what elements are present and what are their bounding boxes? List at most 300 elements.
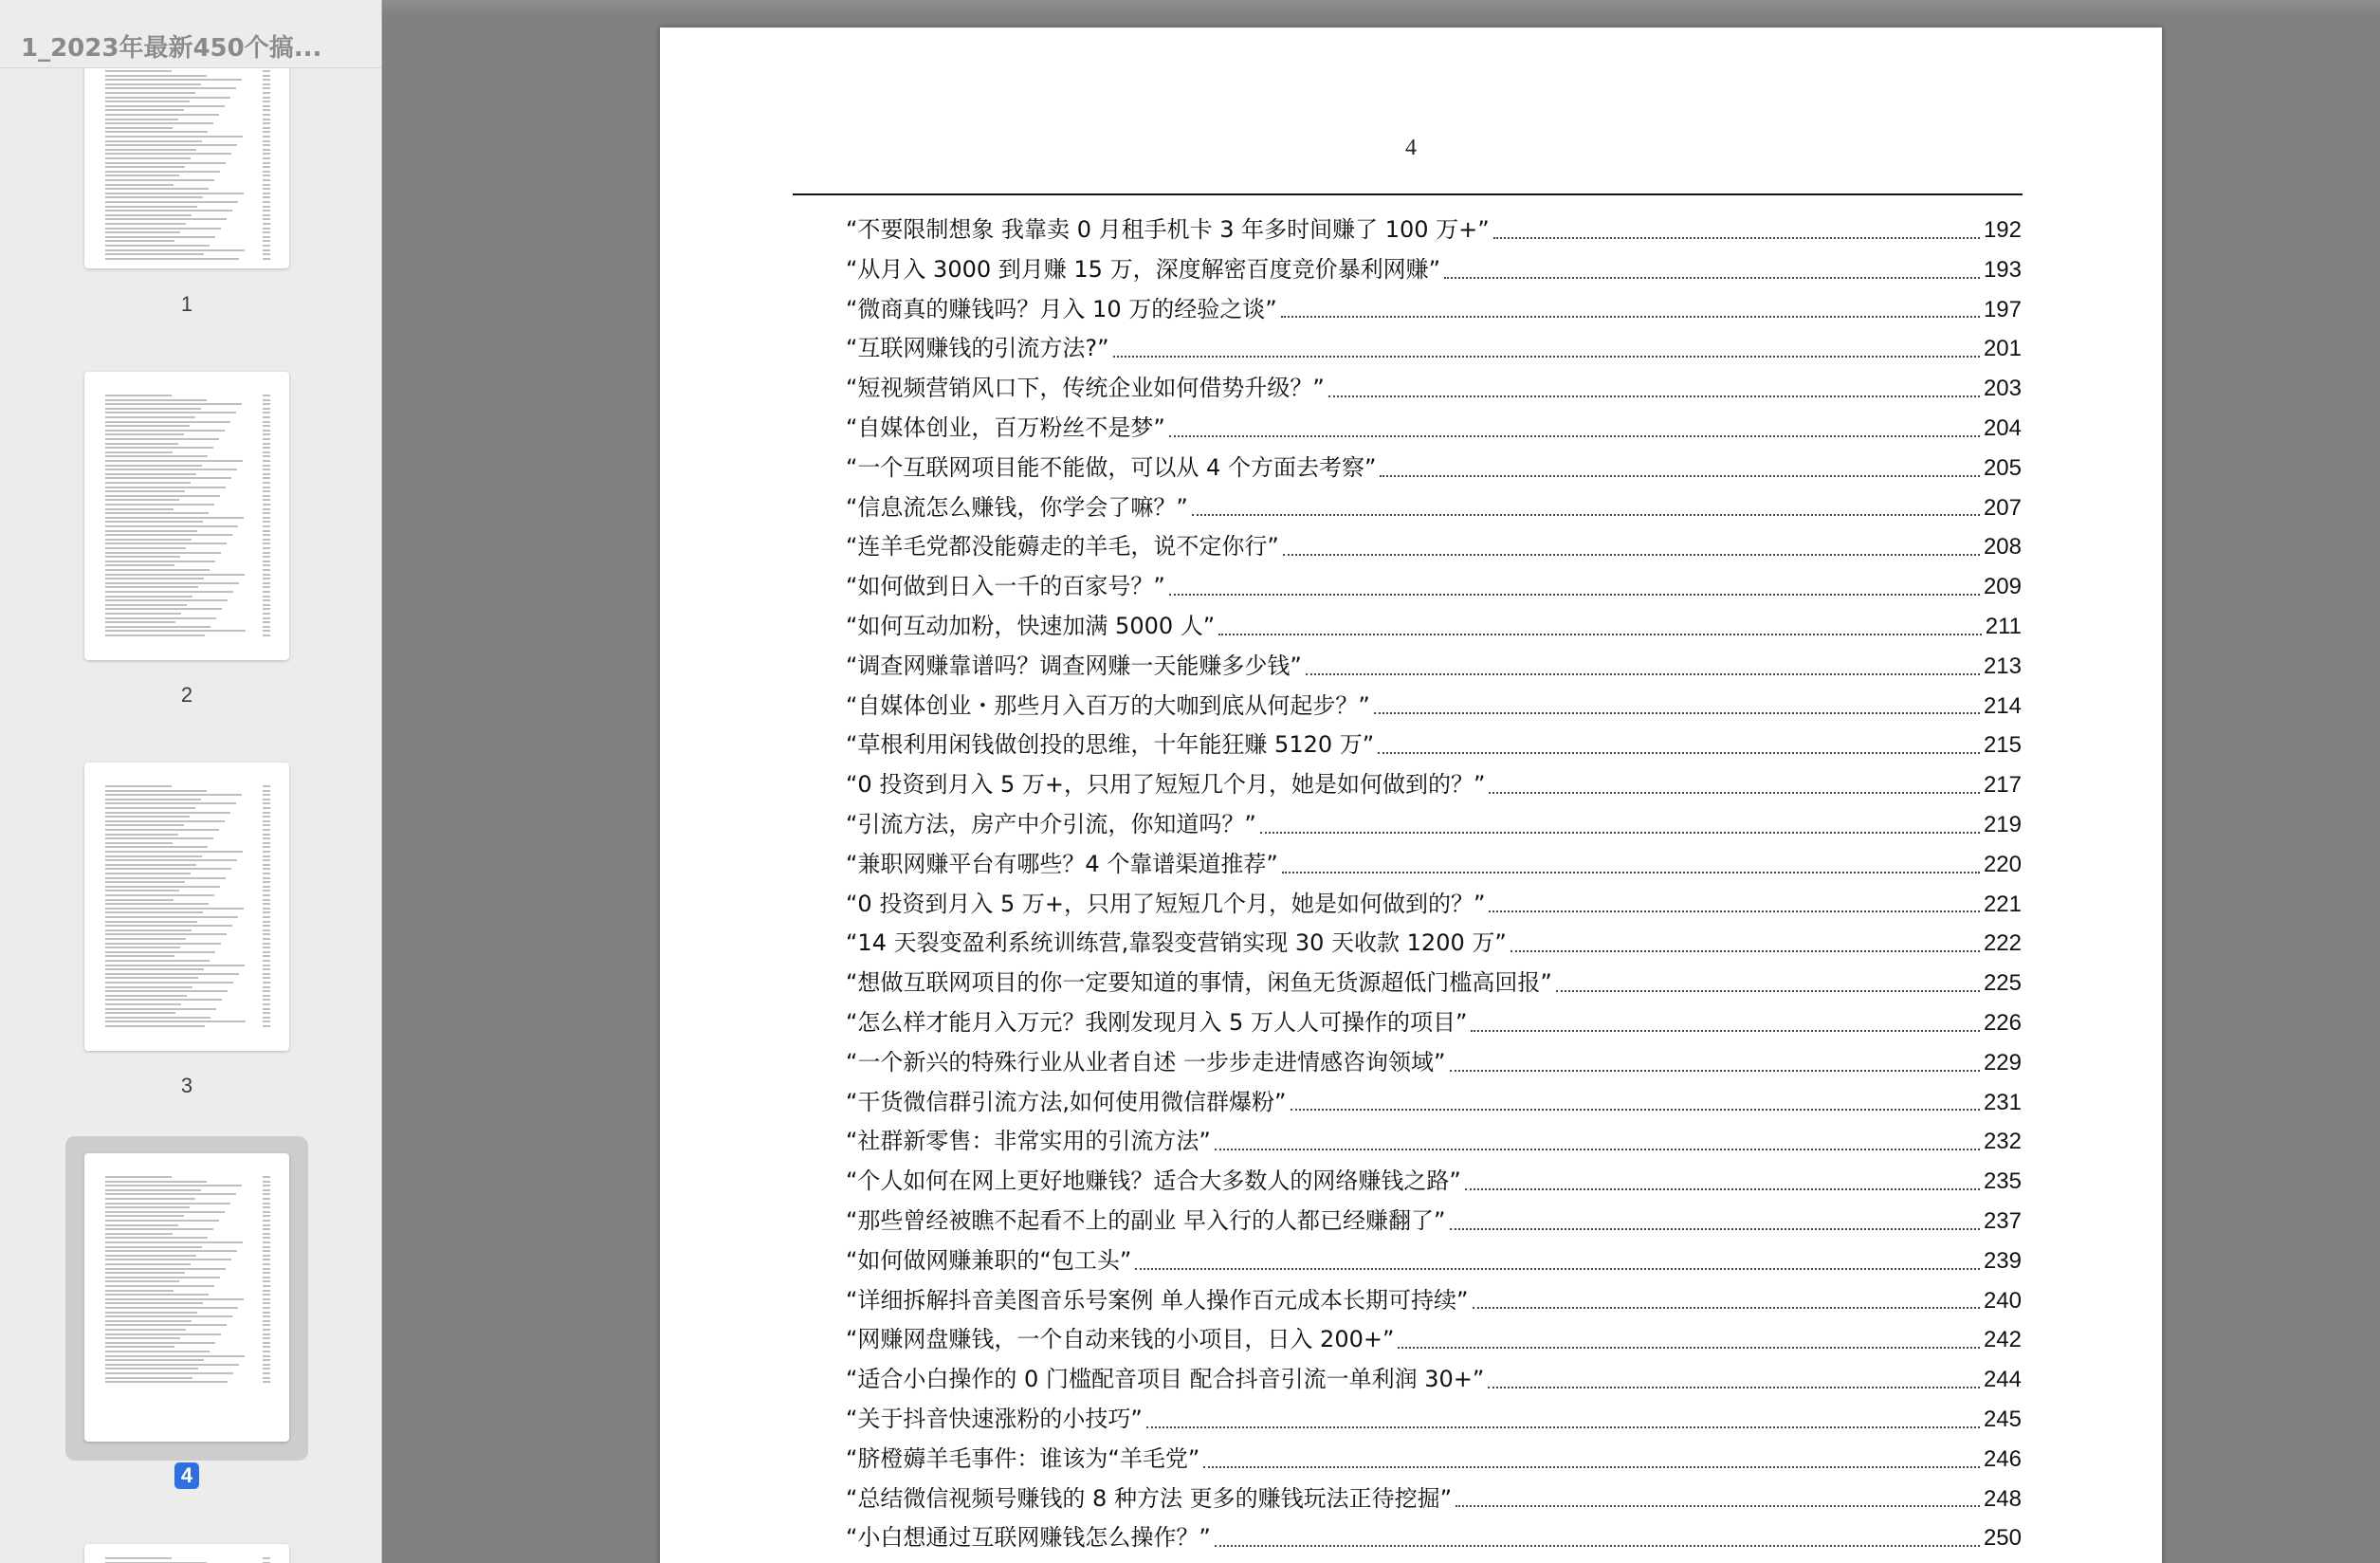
toc-dot-leader — [1471, 1022, 1980, 1032]
thumbnail-text-line — [105, 812, 230, 814]
thumbnail-text-line — [105, 403, 242, 405]
thumbnail-page-ref — [263, 101, 270, 102]
toc-entry[interactable] — [846, 449, 2022, 488]
toc-entry-title: “草根利用闲钱做创投的思维，十年能狂赚 5120 万” — [846, 731, 1375, 759]
thumbnail-sidebar[interactable] — [0, 0, 382, 1563]
thumbnail-text-line — [105, 911, 203, 913]
thumbnail-page-ref — [263, 1211, 270, 1213]
toc-dot-leader — [1489, 784, 1980, 794]
thumbnail-page-ref — [263, 881, 270, 883]
thumbnail-text-line — [105, 864, 196, 866]
toc-dot-leader — [1203, 1459, 1980, 1468]
toc-entry[interactable] — [846, 805, 2022, 845]
toc-entry[interactable] — [846, 290, 2022, 330]
thumbnail-page-ref — [263, 1285, 270, 1287]
thumbnail-page-ref — [263, 97, 270, 99]
toc-entry[interactable] — [846, 1360, 2022, 1400]
thumbnail-text-line — [105, 938, 186, 940]
toc-dot-leader — [1215, 1537, 1980, 1547]
toc-entry[interactable] — [846, 1440, 2022, 1480]
thumbnail-page-ref — [263, 591, 270, 593]
toc-entry-page: 225 — [1983, 970, 2022, 997]
thumbnail-text-line — [105, 249, 245, 251]
thumbnail-text-line — [105, 460, 243, 462]
thumbnail-page-ref — [263, 578, 270, 579]
toc-entry[interactable] — [846, 845, 2022, 885]
thumbnail-page-ref — [263, 999, 270, 1001]
thumbnail-page-ref — [263, 868, 270, 870]
thumbnail-page-ref — [263, 539, 270, 541]
toc-entry[interactable] — [846, 1518, 2022, 1558]
thumbnail-page-ref — [263, 846, 270, 848]
thumbnail-page-ref — [263, 79, 270, 81]
thumbnail-text-line — [105, 408, 201, 410]
thumbnail-text-line — [105, 574, 245, 576]
thumbnail-text-line — [105, 495, 220, 497]
toc-entry-title: “如何互动加粉，快速加满 5000 人” — [846, 612, 1216, 639]
thumbnail-text-line — [105, 868, 231, 870]
thumbnail-text-line — [105, 621, 175, 623]
toc-entry-title: “调查网赚靠谱吗？调查网赚一天能赚多少钱” — [846, 652, 1302, 679]
thumbnail-page-ref — [263, 188, 270, 190]
thumbnail-text-line — [105, 794, 242, 796]
thumbnail-text-line — [105, 539, 192, 541]
toc-entry-page: 248 — [1983, 1485, 2022, 1512]
thumbnail-page-ref — [263, 482, 270, 484]
thumbnail-text-line — [105, 1017, 211, 1019]
thumbnail-page-ref — [263, 153, 270, 155]
thumbnail-text-line — [105, 1228, 213, 1230]
thumbnail-text-line — [105, 443, 178, 445]
thumbnail-text-line — [105, 140, 202, 142]
thumbnail-page-ref — [263, 916, 270, 918]
toc-dot-leader — [1113, 348, 1980, 358]
toc-entry-page: 201 — [1983, 336, 2022, 362]
thumbnail-page-ref — [263, 1381, 270, 1383]
thumbnail-page-ref — [263, 569, 270, 571]
thumbnail-text-line — [105, 947, 180, 948]
thumbnail-text-line — [105, 604, 187, 606]
toc-entry-title: “互联网赚钱的引流方法?” — [846, 335, 1109, 362]
toc-entry[interactable] — [846, 964, 2022, 1003]
thumbnail-page-5[interactable] — [84, 1544, 289, 1563]
toc-dot-leader — [1455, 1498, 1980, 1507]
thumbnail-text-line — [105, 153, 231, 155]
thumbnail-text-line — [105, 188, 209, 190]
toc-entry[interactable] — [846, 647, 2022, 687]
toc-entry[interactable] — [846, 1043, 2022, 1083]
thumbnail-text-line — [105, 982, 233, 984]
thumbnail-label-1: 1 — [180, 292, 193, 316]
thumbnail-page-ref — [263, 1176, 270, 1178]
thumbnail-text-line — [105, 785, 172, 787]
toc-entry[interactable] — [846, 527, 2022, 567]
thumbnail-text-line — [105, 617, 216, 619]
thumbnail-page-ref — [263, 955, 270, 957]
thumbnail-text-line — [105, 586, 198, 588]
toc-entry-title: “详细拆解抖音美图音乐号案例 单人操作百元成本长期可持续” — [846, 1286, 1469, 1314]
table-of-contents — [846, 211, 2022, 1558]
thumbnail-text-line — [105, 1290, 174, 1292]
toc-entry-page: 204 — [1983, 414, 2022, 441]
thumbnail-page-ref — [263, 951, 270, 953]
thumbnail-text-line — [105, 101, 190, 102]
toc-entry-page: 226 — [1983, 1009, 2022, 1036]
thumbnail-page-ref — [263, 136, 270, 138]
toc-entry-page: 219 — [1983, 811, 2022, 837]
thumbnail-page-ref — [263, 430, 270, 432]
thumbnail-page-ref — [263, 561, 270, 562]
thumbnail-page-ref — [263, 1277, 270, 1278]
toc-entry[interactable] — [846, 488, 2022, 528]
toc-entry[interactable] — [846, 409, 2022, 449]
thumbnail-text-line — [105, 119, 178, 120]
thumbnail-page-ref — [263, 790, 270, 792]
thumbnail-page-ref — [263, 634, 270, 636]
thumbnail-page-ref — [263, 1228, 270, 1230]
thumbnail-text-line — [105, 820, 225, 822]
thumbnail-page-ref — [263, 162, 270, 164]
toc-dot-leader — [1215, 1141, 1980, 1150]
thumbnail-text-line — [105, 569, 210, 571]
toc-entry[interactable] — [846, 1241, 2022, 1281]
thumbnail-text-line — [105, 1298, 244, 1300]
thumbnail-text-line — [105, 240, 174, 242]
thumbnail-page-ref — [263, 1008, 270, 1010]
toc-entry[interactable] — [846, 885, 2022, 925]
thumbnail-text-line — [105, 258, 239, 260]
thumbnail-text-line — [105, 512, 209, 514]
thumbnail-page-ref — [263, 1268, 270, 1270]
thumbnail-page-ref — [263, 1189, 270, 1191]
thumbnail-text-line — [105, 929, 192, 931]
thumbnail-page-2[interactable] — [84, 372, 289, 660]
thumbnail-page-ref — [263, 829, 270, 831]
thumbnail-page-ref — [263, 1290, 270, 1292]
thumbnail-text-line — [105, 477, 231, 479]
thumbnail-page-ref — [263, 1333, 270, 1335]
thumbnail-text-line — [105, 1333, 221, 1335]
thumbnail-page-ref — [263, 525, 270, 527]
thumbnail-text-line — [105, 1324, 227, 1326]
toc-dot-leader — [1218, 626, 1982, 635]
thumbnail-text-line — [105, 395, 172, 396]
thumbnail-text-line — [105, 1176, 172, 1178]
thumbnail-text-line — [105, 79, 242, 81]
toc-entry[interactable] — [846, 567, 2022, 607]
toc-entry[interactable] — [846, 1281, 2022, 1321]
toc-entry[interactable] — [846, 1083, 2022, 1123]
thumbnail-text-line — [105, 455, 208, 457]
thumbnail-text-line — [105, 473, 196, 475]
toc-dot-leader — [1374, 705, 1980, 714]
toc-entry-page: 232 — [1983, 1129, 2022, 1155]
thumbnail-text-line — [105, 1294, 209, 1296]
toc-dot-leader — [1282, 864, 1980, 873]
thumbnail-page-ref — [263, 245, 270, 247]
thumbnail-text-line — [105, 1255, 196, 1257]
thumbnail-page-ref — [263, 929, 270, 931]
thumbnail-text-line — [105, 1246, 202, 1248]
toc-entry[interactable] — [846, 924, 2022, 964]
thumbnail-page-ref — [263, 1329, 270, 1331]
thumbnail-text-line — [105, 465, 202, 467]
toc-entry-title: “自媒体创业，百万粉丝不是梦” — [846, 414, 1165, 441]
thumbnail-page-ref — [263, 119, 270, 120]
thumbnail-text-line — [105, 490, 185, 492]
toc-dot-leader — [1146, 1419, 1980, 1428]
toc-entry[interactable] — [846, 687, 2022, 726]
toc-dot-leader — [1291, 1101, 1980, 1111]
thumbnail-page-ref — [263, 890, 270, 892]
toc-entry-title: “自媒体创业・那些月入百万的大咖到底从何起步？” — [846, 691, 1370, 719]
thumbnail-page-ref — [263, 1012, 270, 1014]
thumbnail-page-ref — [263, 517, 270, 519]
toc-entry-page: 207 — [1983, 494, 2022, 521]
thumbnail-text-line — [105, 1280, 179, 1282]
toc-dot-leader — [1380, 468, 1980, 477]
thumbnail-text-line — [105, 951, 215, 953]
thumbnail-page-ref — [263, 521, 270, 523]
toc-entry-page: 231 — [1983, 1089, 2022, 1115]
toc-entry-title: “小白想通过互联网赚钱怎么操作？” — [846, 1524, 1211, 1552]
thumbnail-page-ref — [263, 1355, 270, 1357]
toc-entry-page: 214 — [1983, 692, 2022, 719]
thumbnail-text-line — [105, 447, 213, 449]
thumbnail-page-ref — [263, 231, 270, 233]
thumbnail-text-line — [105, 977, 198, 979]
toc-entry-page: 235 — [1983, 1168, 2022, 1195]
thumbnail-page-ref — [263, 258, 270, 260]
thumbnail-page-ref — [263, 925, 270, 927]
thumbnail-text-line — [105, 1268, 226, 1270]
page-number: 4 — [1405, 136, 1417, 160]
thumbnail-page-ref — [263, 451, 270, 453]
thumbnail-page-ref — [263, 1003, 270, 1005]
toc-entry-page: 193 — [1983, 256, 2022, 283]
thumbnail-page-1[interactable] — [84, 38, 289, 268]
thumbnail-page-ref — [263, 109, 270, 111]
thumbnail-text-line — [105, 1307, 238, 1309]
thumbnail-page-ref — [263, 421, 270, 423]
thumbnail-page-ref — [263, 1302, 270, 1304]
thumbnail-text-line — [105, 903, 209, 905]
thumbnail-text-line — [105, 412, 236, 414]
toc-entry[interactable] — [846, 1003, 2022, 1043]
toc-entry[interactable] — [846, 1400, 2022, 1440]
thumbnail-page-ref — [263, 899, 270, 901]
thumbnail-text-line — [105, 105, 225, 107]
thumbnail-text-line — [105, 1302, 203, 1304]
thumbnail-page-ref — [263, 1315, 270, 1317]
thumbnail-text-line — [105, 894, 214, 896]
toc-entry-page: 222 — [1983, 930, 2022, 957]
thumbnail-text-line — [105, 521, 203, 523]
thumbnail-text-line — [105, 433, 184, 435]
toc-entry-title: “一个新兴的特殊行业从业者自述 一步步走进情感咨询领域” — [846, 1048, 1446, 1076]
thumbnail-text-line — [105, 114, 219, 116]
thumbnail-text-line — [105, 196, 203, 198]
toc-entry-title: “引流方法，房产中介引流，你知道吗？” — [846, 810, 1256, 837]
thumbnail-page-ref — [263, 83, 270, 85]
thumbnail-page-ref — [263, 495, 270, 497]
thumbnail-page-ref — [263, 253, 270, 255]
thumbnail-text-line — [105, 231, 180, 233]
thumbnail-page-ref — [263, 1181, 270, 1183]
thumbnail-text-line — [105, 1277, 220, 1278]
toc-entry[interactable] — [846, 1202, 2022, 1241]
thumbnail-page-ref — [263, 465, 270, 467]
thumbnail-page-3[interactable] — [84, 763, 289, 1051]
thumbnail-page-ref — [263, 1280, 270, 1282]
thumbnail-page-ref — [263, 1203, 270, 1204]
thumbnail-page-ref — [263, 105, 270, 107]
toc-entry-title: “干货微信群引流方法,如何使用微信群爆粉” — [846, 1088, 1287, 1115]
thumbnail-page-ref — [263, 842, 270, 844]
thumbnail-page-ref — [263, 582, 270, 584]
thumbnail-text-line — [105, 184, 174, 186]
thumbnail-page-ref — [263, 1368, 270, 1370]
thumbnail-page-ref — [263, 864, 270, 866]
thumbnail-page-ref — [263, 834, 270, 836]
thumbnail-text-line — [105, 438, 219, 440]
thumbnail-page-ref — [263, 499, 270, 501]
thumbnail-page-ref — [263, 473, 270, 475]
thumbnail-text-line — [105, 1250, 237, 1252]
thumbnail-page-ref — [263, 564, 270, 566]
toc-dot-leader — [1398, 1339, 1980, 1349]
toc-entry[interactable] — [846, 250, 2022, 290]
thumbnail-text-line — [105, 487, 226, 488]
thumbnail-page-ref — [263, 995, 270, 997]
thumbnail-page-ref — [263, 574, 270, 576]
toc-dot-leader — [1450, 1221, 1980, 1230]
thumbnail-page-ref — [263, 487, 270, 488]
toc-entry-page: 203 — [1983, 376, 2022, 402]
thumbnail-page-ref — [263, 433, 270, 435]
thumbnail-page-ref — [263, 794, 270, 796]
toc-entry[interactable] — [846, 765, 2022, 805]
toc-entry[interactable] — [846, 1480, 2022, 1519]
thumbnail-page-ref — [263, 201, 270, 203]
header-rule — [793, 193, 2023, 195]
thumbnail-page-ref — [263, 933, 270, 935]
toc-entry[interactable] — [846, 1320, 2022, 1360]
thumbnail-text-line — [105, 1337, 180, 1339]
thumbnail-text-line — [105, 1315, 232, 1317]
thumbnail-page-ref — [263, 455, 270, 457]
sidebar-document-title: 1_2023年最新450个搞... — [0, 0, 381, 68]
thumbnail-page-ref — [263, 824, 270, 826]
toc-dot-leader — [1281, 308, 1980, 318]
thumbnail-text-line — [105, 968, 204, 970]
thumbnail-text-line — [105, 802, 236, 804]
thumbnail-page-ref — [263, 179, 270, 181]
thumbnail-page-ref — [263, 608, 270, 610]
thumbnail-text-line — [105, 1021, 246, 1022]
toc-entry[interactable] — [846, 1122, 2022, 1162]
thumbnail-page-ref — [263, 982, 270, 984]
thumbnail-page-ref — [263, 552, 270, 554]
toc-entry-page: 220 — [1983, 851, 2022, 877]
thumbnail-page-ref — [263, 425, 270, 427]
thumbnail-page-ref — [263, 399, 270, 401]
toc-entry-title: “关于抖音快速涨粉的小技巧” — [846, 1405, 1143, 1432]
thumbnail-page-ref — [263, 938, 270, 940]
toc-entry[interactable] — [846, 211, 2022, 250]
thumbnail-page-ref — [263, 1342, 270, 1344]
toc-entry[interactable] — [846, 1162, 2022, 1202]
thumbnail-text-line — [105, 1355, 245, 1357]
toc-entry-page: 250 — [1983, 1525, 2022, 1552]
thumbnail-page-ref — [263, 903, 270, 905]
toc-dot-leader — [1260, 824, 1980, 834]
thumbnail-text-line — [105, 210, 232, 211]
document-viewer[interactable] — [382, 0, 2380, 1563]
thumbnail-page-ref — [263, 599, 270, 601]
toc-entry-title: “如何做到日入一千的百家号？” — [846, 573, 1165, 600]
document-page — [660, 28, 2162, 1563]
thumbnail-page-ref — [263, 469, 270, 470]
thumbnail-page-ref — [263, 542, 270, 544]
thumbnail-text-line — [105, 70, 172, 72]
thumbnail-page-ref — [263, 206, 270, 208]
thumbnail-text-line — [105, 552, 221, 554]
thumbnail-page-ref — [263, 140, 270, 142]
thumbnail-page-ref — [263, 1025, 270, 1027]
thumbnail-text-line — [105, 1224, 178, 1226]
thumbnail-text-line — [105, 596, 192, 598]
thumbnail-page-ref — [263, 1337, 270, 1339]
toc-entry[interactable] — [846, 369, 2022, 409]
thumbnail-text-line — [105, 87, 236, 89]
toc-entry[interactable] — [846, 607, 2022, 647]
thumbnail-text-line — [105, 908, 244, 910]
thumbnail-page-ref — [263, 249, 270, 251]
thumbnail-page-ref — [263, 443, 270, 445]
toc-entry-title: “总结微信视频号赚钱的 8 种方法 更多的赚钱玩法正待挖掘” — [846, 1484, 1453, 1512]
toc-dot-leader — [1450, 1062, 1980, 1072]
toc-entry-title: “网赚网盘赚钱，一个自动来钱的小项目，日入 200+” — [846, 1326, 1395, 1353]
thumbnail-page-ref — [263, 184, 270, 186]
thumbnail-page-ref — [263, 1263, 270, 1265]
thumbnail-text-line — [105, 1003, 181, 1005]
thumbnail-text-line — [105, 1193, 236, 1195]
thumbnail-text-line — [105, 790, 207, 792]
thumbnail-text-line — [105, 916, 238, 918]
toc-entry[interactable] — [846, 329, 2022, 369]
toc-entry-page: 221 — [1983, 891, 2022, 917]
thumbnail-page-ref — [263, 1250, 270, 1252]
thumbnail-page-ref — [263, 1193, 270, 1195]
thumbnail-text-line — [105, 564, 174, 566]
thumbnail-label-2: 2 — [180, 683, 193, 707]
thumbnail-page-ref — [263, 799, 270, 800]
thumbnail-text-line — [105, 482, 191, 484]
toc-entry-title: “0 投资到月入 5 万+，只用了短短几个月，她是如何做到的？” — [846, 890, 1486, 917]
thumbnail-page-ref — [263, 965, 270, 966]
thumbnail-text-line — [105, 626, 211, 628]
thumbnail-text-line — [105, 1364, 239, 1366]
toc-entry-page: 197 — [1983, 296, 2022, 322]
thumbnail-page-4[interactable] — [84, 1153, 289, 1442]
thumbnail-text-line — [105, 995, 187, 997]
thumbnail-text-line — [105, 816, 190, 818]
toc-entry-title: “14 天裂变盈利系统训练营,靠裂变营销实现 30 天收款 1200 万” — [846, 929, 1507, 957]
thumbnail-label-4: 4 — [0, 1462, 374, 1489]
toc-entry[interactable] — [846, 726, 2022, 765]
thumbnail-text-line — [105, 1185, 242, 1186]
